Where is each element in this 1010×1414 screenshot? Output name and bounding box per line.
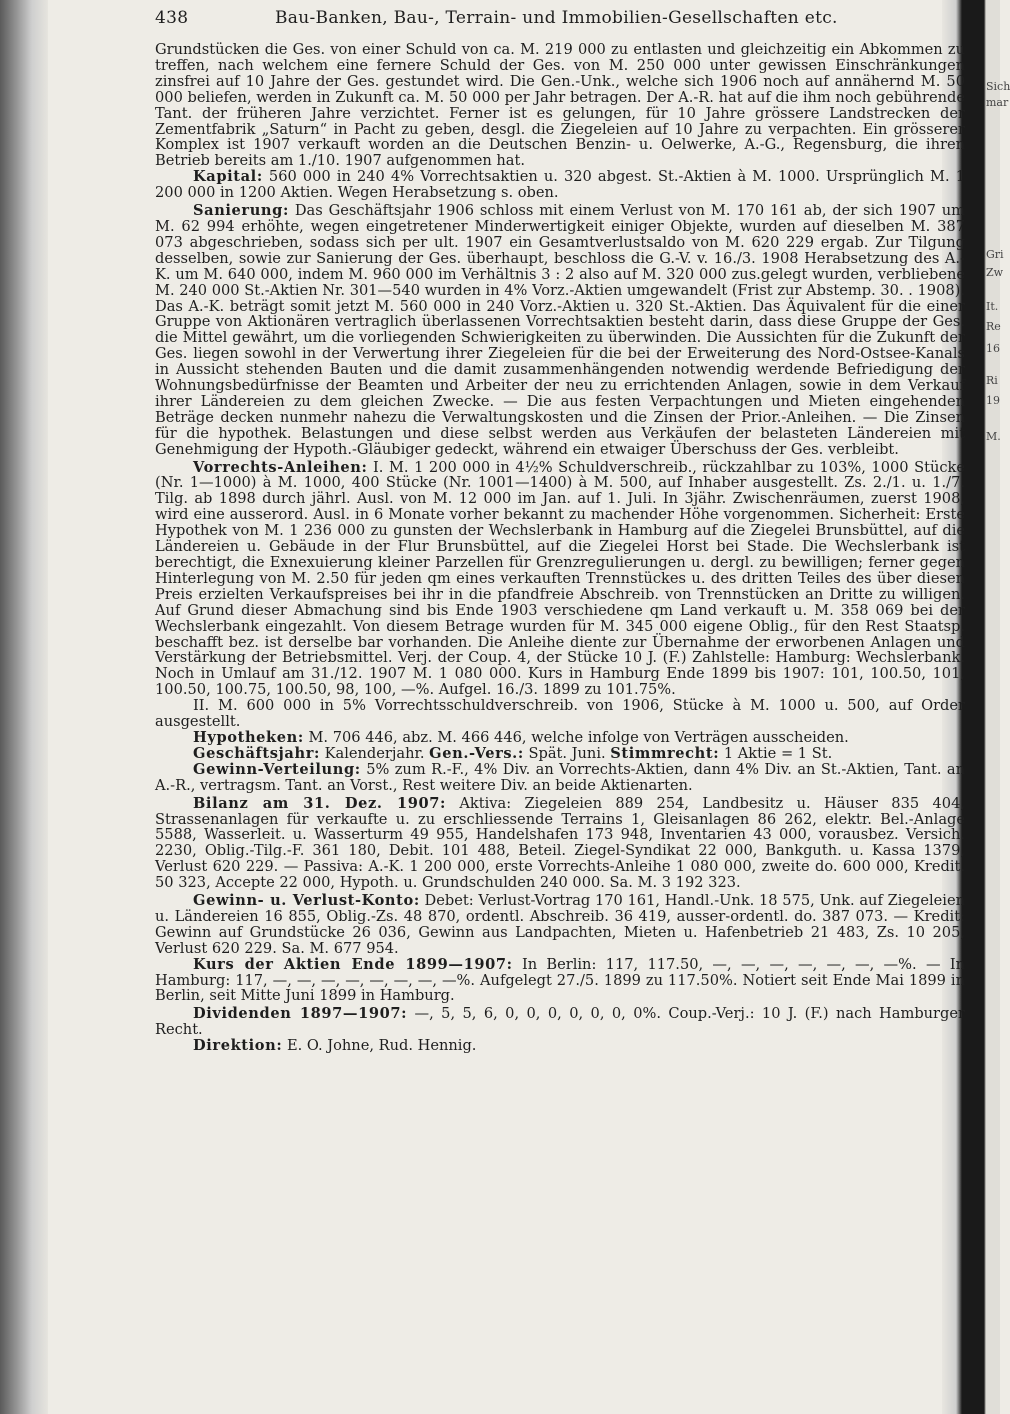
section-gewinn-verteilung — [155, 762, 965, 794]
section-label: Gen.-Vers.: — [429, 744, 524, 762]
section-text: 5% zum R.-F., 4% Div. an Vorrechts-Aktien, dann 4% Div. an St.-Aktien, Tant. an A.-R., vertragsm. Tant. an Vorst., Rest weitere Div. an beide Aktienarten. — [155, 760, 965, 794]
section-label: Gewinn- u. Verlust-Konto: — [193, 892, 420, 910]
gutter-fragment: mar — [986, 96, 1009, 109]
section-label: Geschäftsjahr: — [193, 744, 320, 762]
gutter-fragment: 19 — [986, 394, 1000, 407]
section-text: M. 706 446, abz. M. 466 446, welche infolge von Verträgen ausscheiden. — [308, 728, 849, 746]
section-label: Vorrechts-Anleihen: — [193, 458, 368, 476]
section-label: Dividenden 1897—1907: — [193, 1005, 408, 1023]
section-bilanz — [155, 796, 965, 891]
section-direktion — [155, 1038, 965, 1054]
section-text: Das Geschäftsjahr 1906 schloss mit einem Verlust von M. 170 161 ab, der sich 1907 um M. 62 994 erhöhte, wegen eingetretener Minderwertigkeit einiger Objekte, wurden auf dieselben M. 387 073 abgeschrieben, sodass sich per ult. 1907 ein Gesamtverlustsaldo von M. 620 229 ergab. Zur Tilgung desselben, sowie zur Sanierung der Ges. überhaupt, beschloss die G.-V. v. 16./3. 1908 Herabsetzung des A.-K. um M. 640 000, indem M. 960 000 im Verhältnis 3 : 2 also auf M. 320 000 zus.gelegt wurden, verbliebene M. 240 000 St.-Aktien Nr. 301—540 wurden in 4% Vorz.-Aktien umgewandelt (Frist zur Abstemp. 30. . 1908). Das A.-K. beträgt somit jetzt M. 560 000 in 240 Vorz.-Aktien u. 320 St.-Aktien. Das Äquivalent für die einer Gruppe von Aktionären vertraglich überlassenen Vorrechtsaktien besteht darin, dass diese Gruppe der Ges. die Mittel gewährt, um die vorliegenden Schwierigkeiten zu überwinden. Die Aussichten für die Zukunft der Ges. liegen sowohl in der Verwertung ihrer Ziegeleien für die bei der Erweiterung des Nord-Ostsee-Kanals in Aussicht stehenden Bauten und die damit zusammenhängenden notwendig werdende Befriedigung der Wohnungsbedürfnisse der Beamten und Arbeiter der neu zu errichtenden Anlagen, sowie in dem Verkauf ihrer Ländereien zu dem gleichen Zwecke. — Die aus festen Verpachtungen und Mieten eingehenden Beträge decken nunmehr nahezu die Verwaltungskosten und die Zinsen der Prior.-Anleihen. — Die Zinsen für die hypothek. Belastungen und diese selbst werden aus Verkäufen der belasteten Ländereien mit Genehmigung der Hypoth.-Gläubiger gedeckt, während ein etwaiger Überschuss der Ges. verbleibt. — [155, 202, 965, 458]
paragraph-intro — [155, 42, 965, 169]
section-sanierung — [155, 203, 965, 458]
section-text: Debet: Verlust-Vortrag 170 161, Handl.-Unk. 18 575, Unk. auf Ziegeleien u. Ländereien 16 855, Oblig.-Zs. 48 870, ordentl. Abschreib. 36 419, ausser-ordentl. do. 387 073. — Kredit: Gewinn auf Grundstücke 26 036, Gewinn aus Landpachten, Mieten u. Hafenbetrieb 21 483, Zs. 10 205, Verlust 620 229. Sa. M. 677 954. — [155, 892, 965, 957]
gutter-fragment: Sich — [986, 80, 1010, 93]
gutter-fragment: Gri — [986, 248, 1004, 261]
book-spine-shadow — [0, 0, 48, 1414]
section-kapital — [155, 169, 965, 201]
gutter-fragment: Zw — [986, 266, 1004, 279]
running-header — [155, 8, 965, 42]
section-dividenden — [155, 1006, 965, 1038]
section-text: Kalenderjahr. — [324, 744, 425, 762]
section-hypotheken — [155, 730, 965, 746]
section-kurs-der-aktien — [155, 957, 965, 1005]
section-gewinn-verlust-konto — [155, 893, 965, 957]
section-label: Kapital: — [193, 168, 263, 186]
document-page — [155, 8, 965, 1054]
gutter-fragment: Ri — [986, 374, 998, 387]
section-text: 1 Aktie = 1 St. — [723, 744, 833, 762]
section-label: Direktion: — [193, 1037, 283, 1055]
section-label: Gewinn-Verteilung: — [193, 760, 361, 778]
section-vorrechts-anleihen — [155, 460, 965, 699]
running-title: Bau-Banken, Bau-, Terrain- und Immobilien-Gesellschaften etc. — [275, 8, 838, 28]
section-text: —, 5, 5, 6, 0, 0, 0, 0, 0, 0, 0%. Coup.-Verj.: 10 J. (F.) nach Hamburger Recht. — [155, 1005, 965, 1039]
section-text: In Berlin: 117, 117.50, —, —, —, —, —, —, —%. — In Hamburg: 117, —, —, —, —, —, —, —, —%. Aufgelegt 27./5. 1899 zu 117.50%. Notiert seit Ende Mai 1899 in Berlin, seit Mitte Juni 1899 in Hamburg. — [155, 955, 965, 1005]
section-text: I. M. 1 200 000 in 4½% Schuldverschreib., rückzahlbar zu 103%, 1000 Stücke (Nr. 1—1000) à M. 1000, 400 Stücke (Nr. 1001—1400) à M. 500, auf Inhaber ausgestellt. Zs. 2./1. u. 1./7. Tilg. ab 1898 durch jährl. Ausl. von M. 12 000 im Jan. auf 1. Juli. In 3jähr. Zwischenräumen, zuerst 1908, wird eine ausserord. Ausl. in 6 Monate vorher bekannt zu machender Höhe vorgenommen. Sicherheit: Erste Hypothek von M. 1 236 000 zu gunsten der Wechslerbank in Hamburg auf die Ziegelei Brunsbüttel, auf die Ländereien u. Gebäude in der Flur Brunsbüttel, auf die Ziegelei Horst bei Stade. Die Wechslerbank ist berechtigt, die Exnexuierung kleiner Parzellen für Grenzregulierungen u. dergl. zu bewilligen; ferner gegen Hinterlegung von M. 2.50 für jeden qm eines verkauften Trennstückes u. des dritten Teiles des über diesen Preis erzielten Verkaufspreises bei ihr in die pfandfreie Abschreib. von Trennstücken an Dritte zu willigen. Auf Grund dieser Abmachung sind bis Ende 1903 verschiedene qm Land verkauft u. M. 358 069 bei der Wechslerbank eingezahlt. Von diesem Betrage wurden für M. 345 000 eigene Oblig., für den Rest Staatsp. beschafft bez. ist derselbe bar vorhanden. Die Anleihe diente zur Übernahme der erworbenen Anlagen und Verstärkung der Betriebsmittel. Verj. der Coup. 4, der Stücke 10 J. (F.) Zahlstelle: Hamburg: Wechslerbank. Noch in Umlauf am 31./12. 1907 M. 1 080 000. Kurs in Hamburg Ende 1899 bis 1907: 101, 100.50, 101, 100.50, 100.75, 100.50, 98, 100, —%. Aufgel. 16./3. 1899 zu 101.75%. — [155, 458, 965, 699]
document-body — [155, 42, 965, 1054]
section-geschaeftsjahr — [155, 746, 965, 762]
paragraph-text: Grundstücken die Ges. von einer Schuld von ca. M. 219 000 zu entlasten und gleichzeitig ein Abkommen zu treffen, nach welchem eine fernere Schuld der Ges. von M. 250 000 unter gewissen Einschränkungen zinsfrei auf 10 Jahre der Ges. gestundet wird. Die Gen.-Unk., welche sich 1906 noch auf annähernd M. 50 000 beliefen, werden in Zukunft ca. M. 50 000 per Jahr betragen. Der A.-R. hat auf die ihm noch gebührende Tant. der früheren Jahre verzichtet. Ferner ist es gelungen, für 10 Jahre grössere Landstrecken der Zementfabrik „Saturn“ in Pacht zu geben, desgl. die Ziegeleien auf 10 Jahre zu verpachten. Ein grösserer Komplex ist 1907 verkauft worden an die Deutschen Benzin- u. Oelwerke, A.-G., Regensburg, die ihren Betrieb bereits am 1./10. 1907 aufgenommen hat. — [155, 41, 965, 170]
section-label: Bilanz am 31. Dez. 1907: — [193, 794, 447, 812]
section-text: 560 000 in 240 4% Vorrechtsaktien u. 320 abgest. St.-Aktien à M. 1000. Ursprünglich M. 1 200 000 in 1200 Aktien. Wegen Herabsetzung s. oben. — [155, 168, 966, 202]
gutter-fragment: M. — [986, 430, 1001, 443]
section-text: Spät. Juni. — [528, 744, 606, 762]
section-label: Hypotheken: — [193, 728, 304, 746]
section-label: Stimmrecht: — [610, 744, 720, 762]
gutter-fragment: It. — [986, 300, 999, 313]
section-label: Sanierung: — [193, 202, 289, 220]
gutter-fragment: Re — [986, 320, 1001, 333]
page-number: 438 — [155, 8, 189, 28]
section-text: Aktiva: Ziegeleien 889 254, Landbesitz u. Häuser 835 404, Strassenanlagen für verkaufte u. zu erschliessende Terrains 1, Gleisanlagen 86 262, elektr. Bel.-Anlage 5588, Wasserleit. u. Wasserturm 49 955, Handelshafen 173 948, Inventarien 43 000, vorausbez. Versich. 2230, Oblig.-Tilg.-F. 361 180, Debit. 101 488, Beteil. Ziegel-Syndikat 22 000, Bankguth. u. Kassa 1379, Verlust 620 229. — Passiva: A.-K. 1 200 000, erste Vorrechts-Anleihe 1 080 000, zweite do. 600 000, Kredit. 50 323, Accepte 22 000, Hypoth. u. Grundschulden 240 000. Sa. M. 3 192 323. — [155, 794, 966, 892]
section-label: Kurs der Aktien Ende 1899—1907: — [193, 955, 513, 973]
gutter-fragment: 16 — [986, 342, 1000, 355]
section-anleihe-ii — [155, 698, 965, 730]
section-text: II. M. 600 000 in 5% Vorrechtsschuldverschreib. von 1906, Stücke à M. 1000 u. 500, auf Order ausgestellt. — [155, 697, 965, 731]
section-text: E. O. Johne, Rud. Hennig. — [286, 1037, 477, 1055]
